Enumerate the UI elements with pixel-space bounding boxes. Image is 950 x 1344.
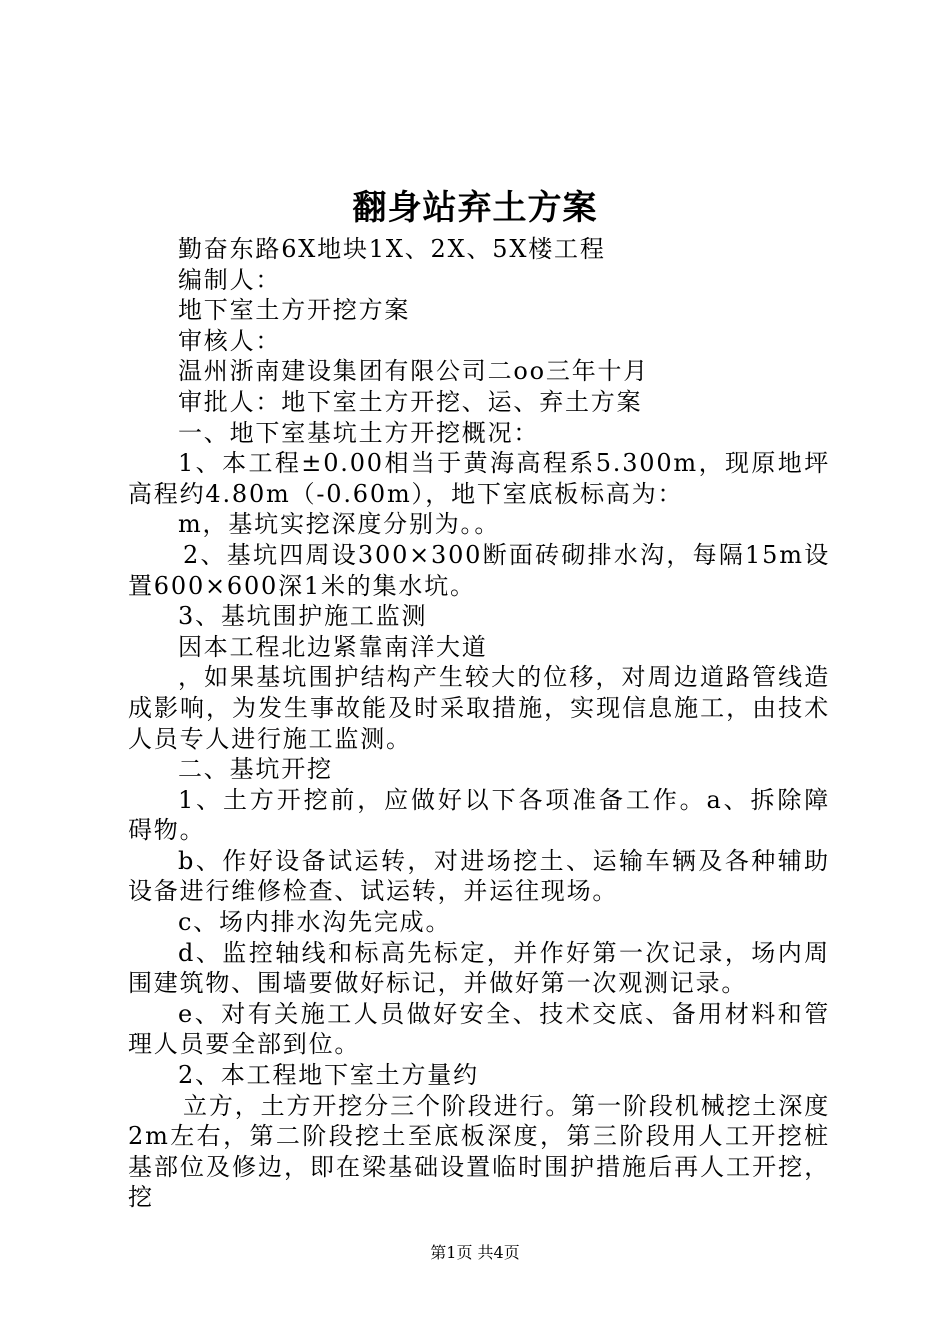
section-heading-1: 一、地下室基坑土方开挖概况： bbox=[178, 418, 540, 447]
paragraph-elevation: 1、本工程±0.00相当于黄海高程系5.300m，现原地坪高程约4.80m（-0.60m），地下室底板标高为： bbox=[128, 449, 830, 508]
paragraph-compiler: 编制人： bbox=[178, 265, 282, 294]
paragraph-item-d: d、监控轴线和标高先标定，并作好第一次记录，场内周围建筑物、围墙要做好标记，并做好第一次观测记录。 bbox=[128, 938, 830, 998]
paragraph-depth: m，基坑实挖深度分别为。。 bbox=[178, 510, 501, 539]
paragraph-monitoring: ，如果基坑围护结构产生较大的位移，对周边道路管线造成影响，为发生事故能及时采取措施，实现信息施工，由技术人员专人进行施工监测。 bbox=[128, 663, 830, 753]
paragraph-item-e: e、对有关施工人员做好安全、技术交底、备用材料和管理人员要全部到位。 bbox=[128, 999, 830, 1059]
paragraph-preparation: 1、土方开挖前，应做好以下各项准备工作。a、拆除障碍物。 bbox=[128, 785, 830, 845]
paragraph-item-b: b、作好设备试运转，对进场挖土、运输车辆及各种辅助设备进行维修检查、试运转，并运往现场。 bbox=[128, 846, 830, 906]
paragraph-plan-name: 地下室土方开挖方案 bbox=[178, 296, 411, 325]
paragraph-company-date: 温州浙南建设集团有限公司二oo三年十月 bbox=[178, 357, 650, 386]
paragraph-item-c: c、场内排水沟先完成。 bbox=[178, 908, 452, 937]
paragraph-monitoring-heading: 3、基坑围护施工监测 bbox=[178, 602, 428, 631]
paragraph-reviewer: 审核人： bbox=[178, 326, 282, 355]
document-title: 翻身站弃土方案 bbox=[352, 188, 598, 228]
paragraph-approver: 审批人：地下室土方开挖、运、弃土方案 bbox=[178, 387, 643, 416]
paragraph-drainage: 2、基坑四周设300×300断面砖砌排水沟，每隔15m设置600×600深1米的集水坑。 bbox=[128, 540, 830, 600]
paragraph-excavation-stages: 立方，土方开挖分三个阶段进行。第一阶段机械挖土深度2m左右，第二阶段挖土至底板深度，第三阶段用人工开挖桩基部位及修边，即在梁基础设置临时围护措施后再人工开挖，挖 bbox=[128, 1091, 830, 1212]
document-body bbox=[128, 234, 830, 1213]
paragraph-north-road: 因本工程北边紧靠南洋大道 bbox=[178, 632, 488, 661]
paragraph-earthwork-volume: 2、本工程地下室土方量约 bbox=[178, 1061, 479, 1090]
page-footer: 第1页 共4页 bbox=[430, 1243, 520, 1262]
section-heading-2: 二、基坑开挖 bbox=[178, 755, 333, 784]
paragraph-project-name: 勤奋东路6X地块1X、2X、5X楼工程 bbox=[178, 235, 606, 263]
